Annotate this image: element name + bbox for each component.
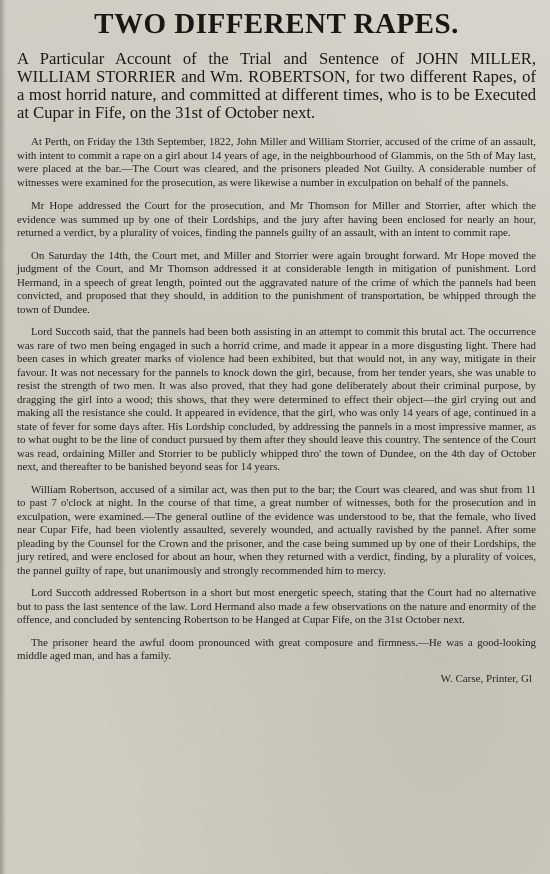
printer-imprint: W. Carse, Printer, Gl <box>440 672 532 685</box>
page-edge-shadow <box>0 0 6 874</box>
page-title: TWO DIFFERENT RAPES. <box>94 8 459 40</box>
paragraph-verdict: Mr Hope addressed the Court for the prosecution, and Mr Thomson for Miller and Storrier, after which the evidence was summed up by one of their Lordships, and the jury after having been enclosed for nearly an hour, returned a verdict, by a plurality of voices, finding the pannels guilty of an assault, with an intent to commit rape. <box>17 200 536 239</box>
paragraph-robertson-trial: William Robertson, accused of a similar act, was then put to the bar; the Court was cleared, and was shut from 11 to past 7 o'clock at night. In the course of that time, a great number of witnesses, both for the prosecution and in exculpation, were examined.—The general outline of the evidence was understood to be, that the female, who lived near Cupar Fife, had been violently assaulted, severely wounded, and actually ravished by the pannel. After some pleading by the Counsel for the Crown and the prisoner, and the case being summed up by one of their Lordships, the jury retired, and were enclosed for about an hour, when they returned with a verdict, finding, by a plurality of voices, the pannel guilty of rape, but unanimously and strongly recommended him to mercy. <box>17 483 536 577</box>
paragraph-prisoner-reaction: The prisoner heard the awful doom pronounced with great composure and firmness.—He was a good-looking middle aged man, and has a family. <box>17 636 536 662</box>
paragraph-trial-opening: At Perth, on Friday the 13th September, 1822, John Miller and William Storrier, accused of the crime of an assault, with intent to commit a rape on a girl about 14 years of age, in the neighbourhood of Glammis, on the 5th of May last, were placed at the bar.—The Court was cleared, and the prisoners pleaded Not Guilty. A considerable number of witnesses were examined for the prosecution, as were likewise a number in exculpation on behalf of the pannels. <box>17 136 536 189</box>
paragraph-lord-succoth-sentence: Lord Succoth said, that the pannels had been both assisting in an attempt to commit this brutal act. The occurrence was rare of two men being engaged in such a horrid crime, and made it appear in a more disgusting light. There had been cases in which greater marks of violence had been exhibited, but that would not, in any way, mitigate in their favour. It was not necessary for the pannels to knock down the girl, because, from her tender years, she was unable to resist the strength of two men. It was also proved, that they had gone deliberately about their criminal purpose, by dragging the girl into a wood; this shows, that they were determined to effect their object—the girl crying out and making all the resistance she could. It appeared in evidence, that the girl, who was only 14 years of age, continued in a state of fever for some days after. His Lordship concluded, by addressing the pannels in a most impressive manner, as to what ought to be the line of conduct pursued by them after they should leave this country. The sentence of the Court was read, ordaining Miller and Storrier to be publicly whipped thro' the town of Dundee, on the 4th day of October next, and thereafter to be banished beyond seas for 14 years. <box>17 326 536 473</box>
paragraph-judgment: On Saturday the 14th, the Court met, and Miller and Storrier were again brought forward. Mr Hope moved the judgment of the Court, and Mr Thomson addressed it at considerable length in mitigation of punishment. Lord Hermand, in a speech of great length, pointed out the aggravated nature of the crime of which the pannels had been convicted, and proposed that they should, in addition to the punishment of transportation, be whipped through the town of Dundee. <box>17 249 536 316</box>
paragraph-robertson-sentence: Lord Succoth addressed Robertson in a short but most energetic speech, stating that the Court had no alternative but to pass the last sentence of the law. Lord Hermand also made a few observations on the nature and enormity of the offence, and concluded by sentencing Robertson to be Hanged at Cupar Fife, on the 31st October next. <box>17 587 536 626</box>
subtitle: A Particular Account of the Trial and Sentence of JOHN MILLER, WILLIAM STORRIER and Wm. ROBERTSON, for two different Rapes, of a most horrid nature, and committed at different times, who is to be Executed at Cupar in Fife, on the 31st of October next. <box>17 49 536 122</box>
